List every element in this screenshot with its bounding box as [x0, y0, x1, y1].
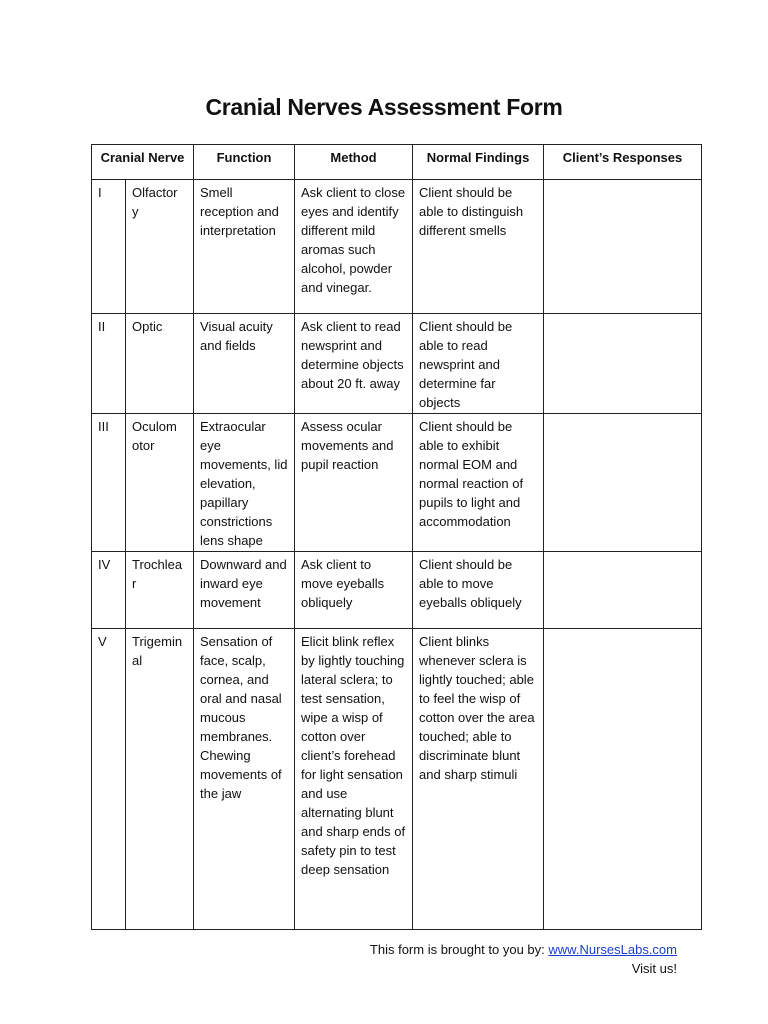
client-response-cell[interactable]	[544, 552, 702, 629]
nerve-function: Extraocular eye movements, lid elevation, papillary constrictions lens shape	[194, 414, 295, 552]
assessment-table	[91, 144, 702, 930]
nerve-normal-findings: Client should be able to move eyeballs obliquely	[413, 552, 544, 629]
nerve-method: Ask client to move eyeballs obliquely	[295, 552, 413, 629]
table-row	[92, 314, 702, 414]
nerve-method: Ask client to close eyes and identify different mild aromas such alcohol, powder and vinegar.	[295, 180, 413, 314]
nerve-function: Smell reception and interpretation	[194, 180, 295, 314]
nerve-method: Assess ocular movements and pupil reaction	[295, 414, 413, 552]
nurseslabs-link[interactable]: www.NursesLabs.com	[548, 942, 677, 957]
nerve-number: V	[92, 629, 126, 930]
header-function: Function	[194, 145, 295, 180]
nerve-number: I	[92, 180, 126, 314]
client-response-cell[interactable]	[544, 414, 702, 552]
header-method: Method	[295, 145, 413, 180]
client-response-cell[interactable]	[544, 629, 702, 930]
nerve-normal-findings: Client should be able to read newsprint and determine far objects	[413, 314, 544, 414]
header-normal-findings: Normal Findings	[413, 145, 544, 180]
nerve-function: Downward and inward eye movement	[194, 552, 295, 629]
table-row	[92, 180, 702, 314]
nerve-function: Visual acuity and fields	[194, 314, 295, 414]
nerve-name: Trochlea r	[126, 552, 194, 629]
nerve-normal-findings: Client should be able to exhibit normal EOM and normal reaction of pupils to light and accommodation	[413, 414, 544, 552]
footer-visit-text: Visit us!	[631, 961, 677, 976]
nerve-method: Elicit blink reflex by lightly touching lateral sclera; to test sensation, wipe a wisp of cotton over client’s forehead for light sensation and use alternating blunt and sharp ends of safety pin to test deep sensation	[295, 629, 413, 930]
client-response-cell[interactable]	[544, 180, 702, 314]
nerve-normal-findings: Client blinks whenever sclera is lightly touched; able to feel the wisp of cotton over the area touched; able to discriminate blunt and sharp stimuli	[413, 629, 544, 930]
nerve-function: Sensation of face, scalp, cornea, and oral and nasal mucous membranes. Chewing movements of the jaw	[194, 629, 295, 930]
footer-credit-line	[370, 940, 677, 959]
nerve-name: Oculom otor	[126, 414, 194, 552]
nerve-number: IV	[92, 552, 126, 629]
nerve-number: III	[92, 414, 126, 552]
table-row	[92, 629, 702, 930]
nerve-normal-findings: Client should be able to distinguish different smells	[413, 180, 544, 314]
header-clients-responses: Client’s Responses	[544, 145, 702, 180]
header-cranial-nerve: Cranial Nerve	[92, 145, 194, 180]
table-header-row	[92, 145, 702, 180]
nerve-number: II	[92, 314, 126, 414]
nerve-name: Trigemin al	[126, 629, 194, 930]
client-response-cell[interactable]	[544, 314, 702, 414]
nerve-method: Ask client to read newsprint and determine objects about 20 ft. away	[295, 314, 413, 414]
table-row	[92, 552, 702, 629]
footer	[370, 940, 677, 978]
nerve-name: Olfactor y	[126, 180, 194, 314]
page-title: Cranial Nerves Assessment Form	[205, 94, 563, 120]
table-row	[92, 414, 702, 552]
nerve-name: Optic	[126, 314, 194, 414]
footer-credit-text: This form is brought to you by:	[369, 942, 549, 957]
